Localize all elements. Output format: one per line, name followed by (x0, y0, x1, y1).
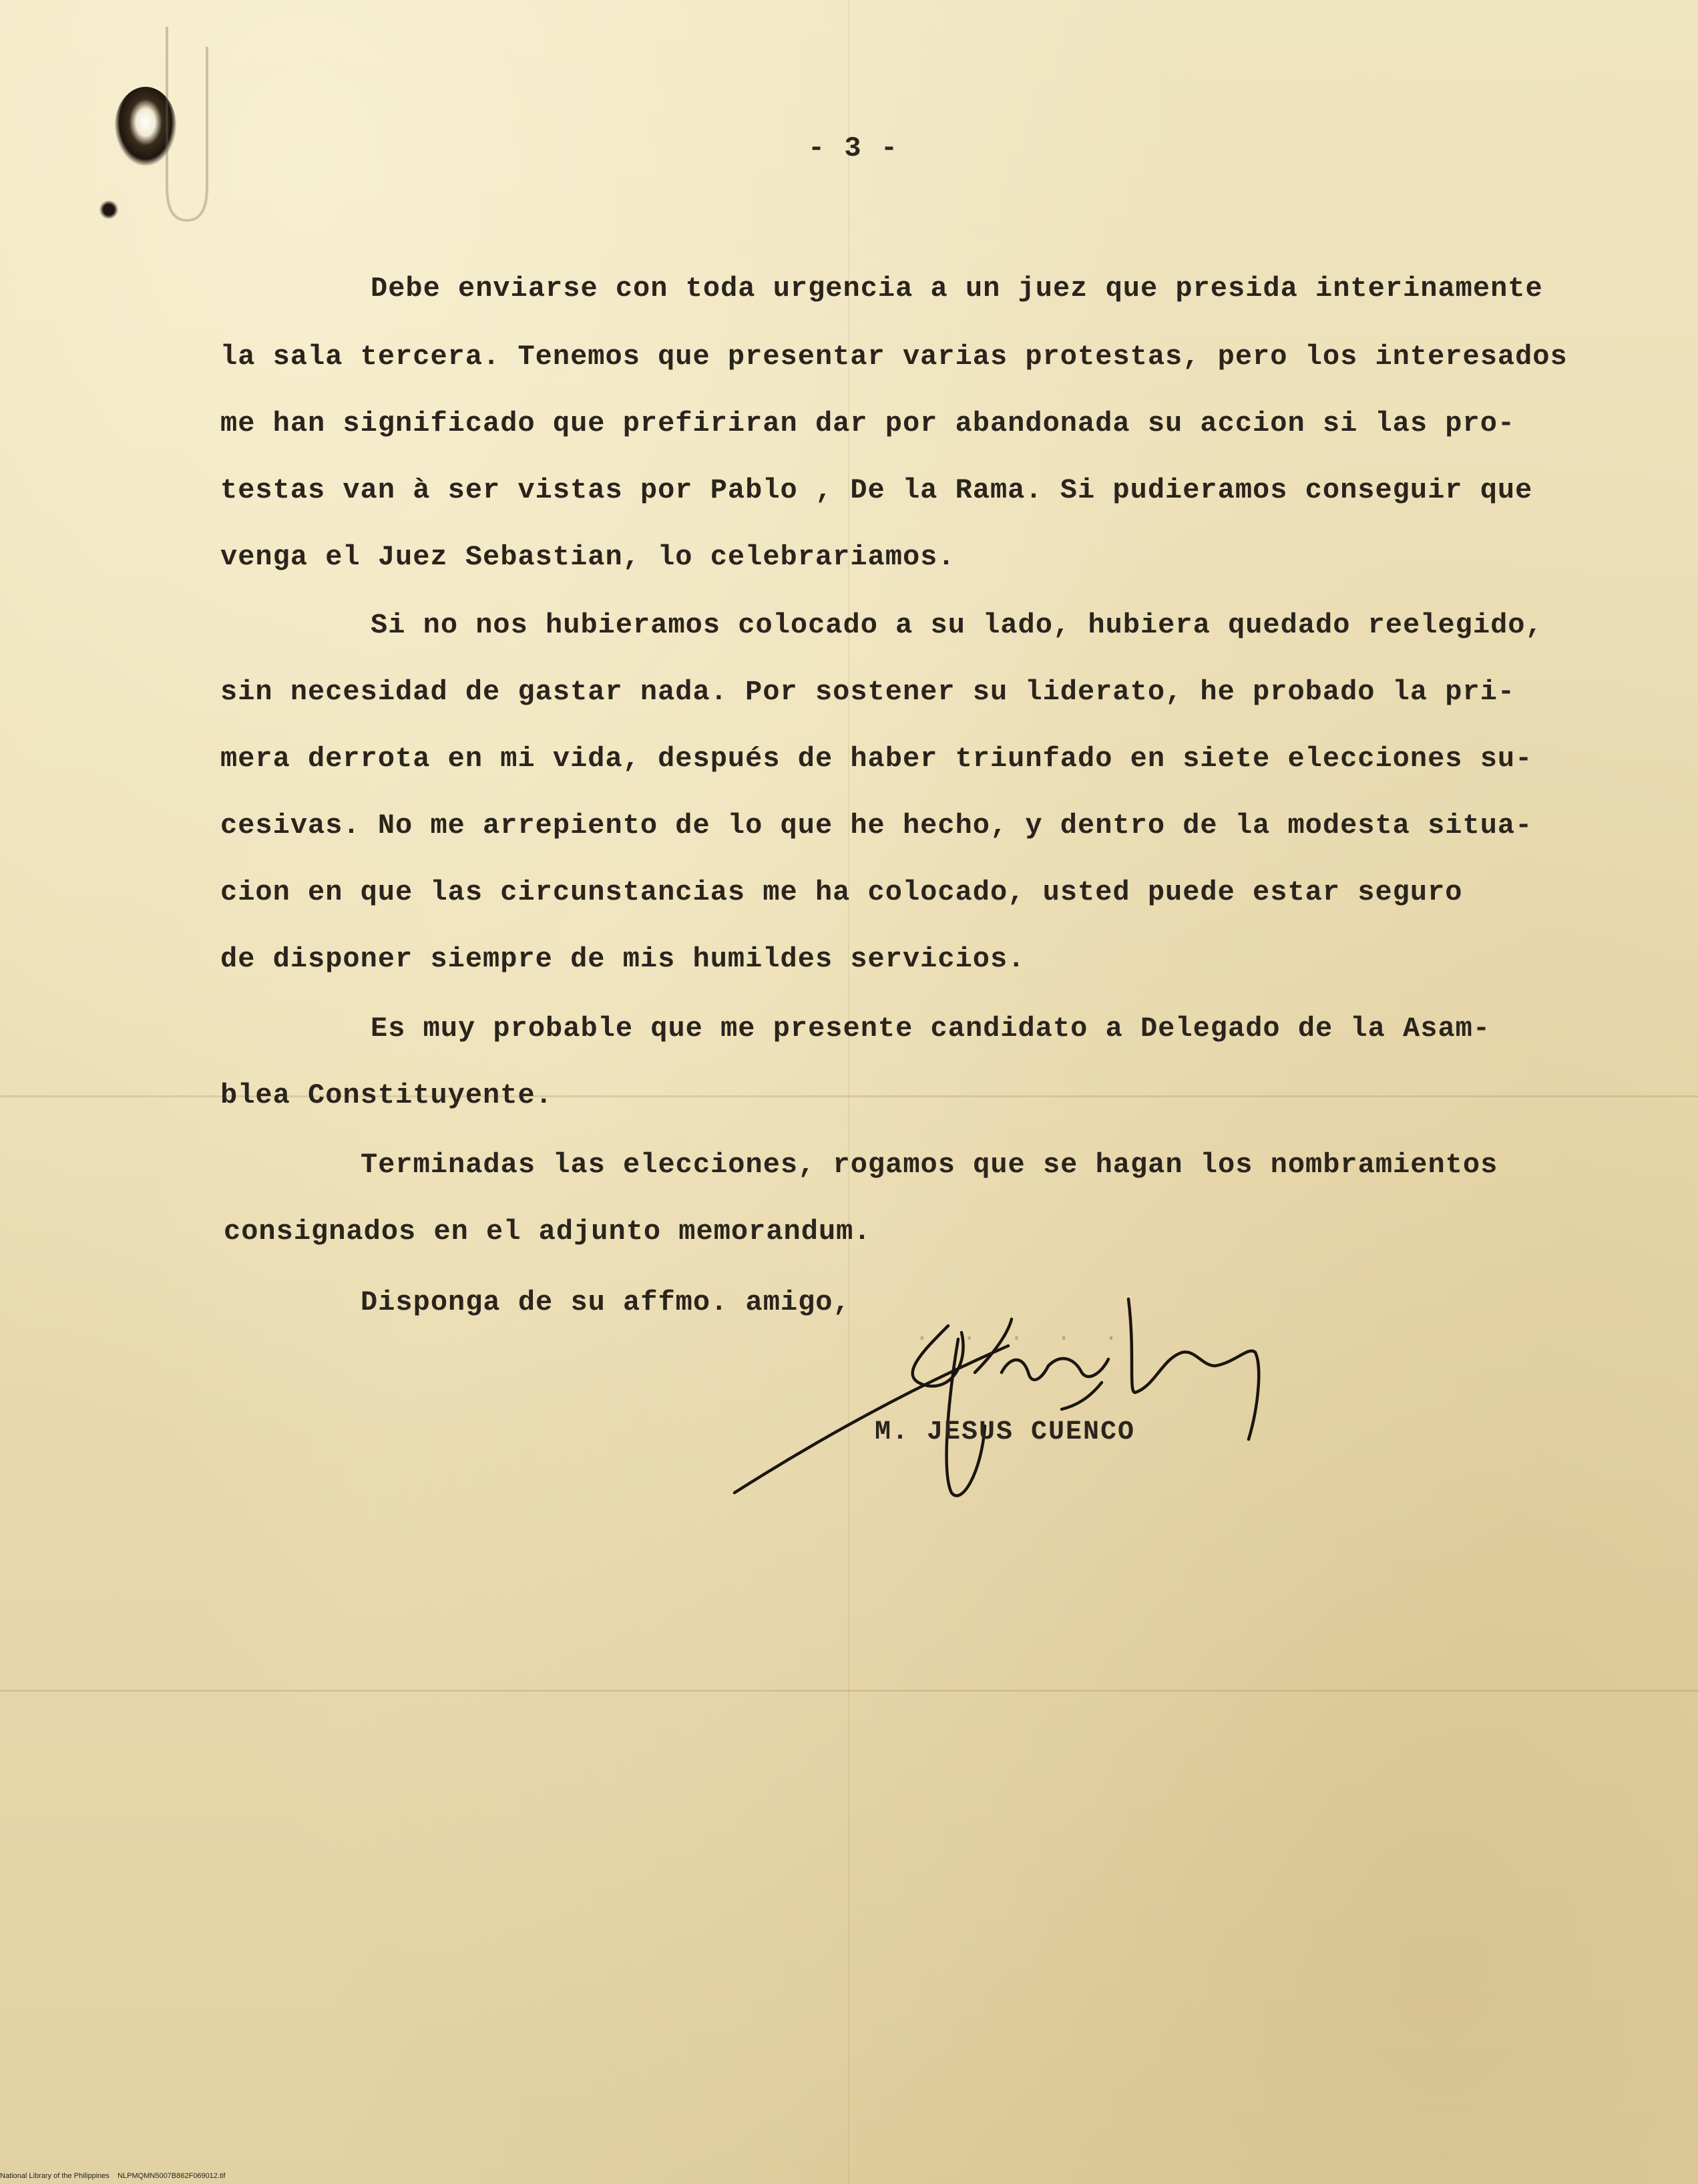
footer-library: National Library of the Philippines (0, 2172, 110, 2180)
page-number: - 3 - (808, 132, 899, 164)
footer-file-id: NLPMQMN5007B862F069012.tif (118, 2172, 226, 2180)
text-line: Debe enviarse con toda urgencia a un juez que presida interinamente (371, 272, 1543, 305)
burn-spot-icon (99, 200, 119, 219)
faded-stamp: . . . . . (915, 1320, 1120, 1347)
text-line: de disponer siempre de mis humildes servicios. (220, 943, 1026, 975)
paper-clip-mark-icon (160, 20, 214, 234)
text-line: Es muy probable que me presente candidato a Delegado de la Asam- (371, 1013, 1491, 1045)
text-line: blea Constituyente. (220, 1079, 553, 1111)
text-line: cesivas. No me arrepiento de lo que he hecho, y dentro de la modesta situa- (220, 809, 1533, 842)
text-line: me han significado que prefiriran dar por abandonada su accion si las pro- (220, 407, 1516, 439)
text-line: mera derrota en mi vida, después de haber triunfado en siete elecciones su- (220, 743, 1533, 775)
handwritten-signature-icon (728, 1272, 1282, 1513)
text-line: cion en que las circunstancias me ha colocado, usted puede estar seguro (220, 876, 1463, 908)
signatory-name: M. JESUS CUENCO (875, 1417, 1136, 1447)
text-line: sin necesidad de gastar nada. Por sostener su liderato, he probado la pri- (220, 676, 1516, 708)
text-line: venga el Juez Sebastian, lo celebrariamos. (220, 541, 956, 573)
closing-line: Disponga de su affmo. amigo, (361, 1286, 851, 1318)
text-line: Terminadas las elecciones, rogamos que se hagan los nombramientos (361, 1149, 1498, 1181)
text-line: Si no nos hubieramos colocado a su lado, hubiera quedado reelegido, (371, 609, 1543, 641)
text-line: consignados en el adjunto memorandum. (224, 1216, 871, 1248)
text-line: testas van à ser vistas por Pablo , De la Rama. Si pudieramos conseguir que (220, 474, 1533, 506)
text-line: la sala tercera. Tenemos que presentar varias protestas, pero los interesados (220, 341, 1568, 373)
archive-footer (0, 2172, 226, 2180)
paper-fold-line (848, 0, 849, 2184)
